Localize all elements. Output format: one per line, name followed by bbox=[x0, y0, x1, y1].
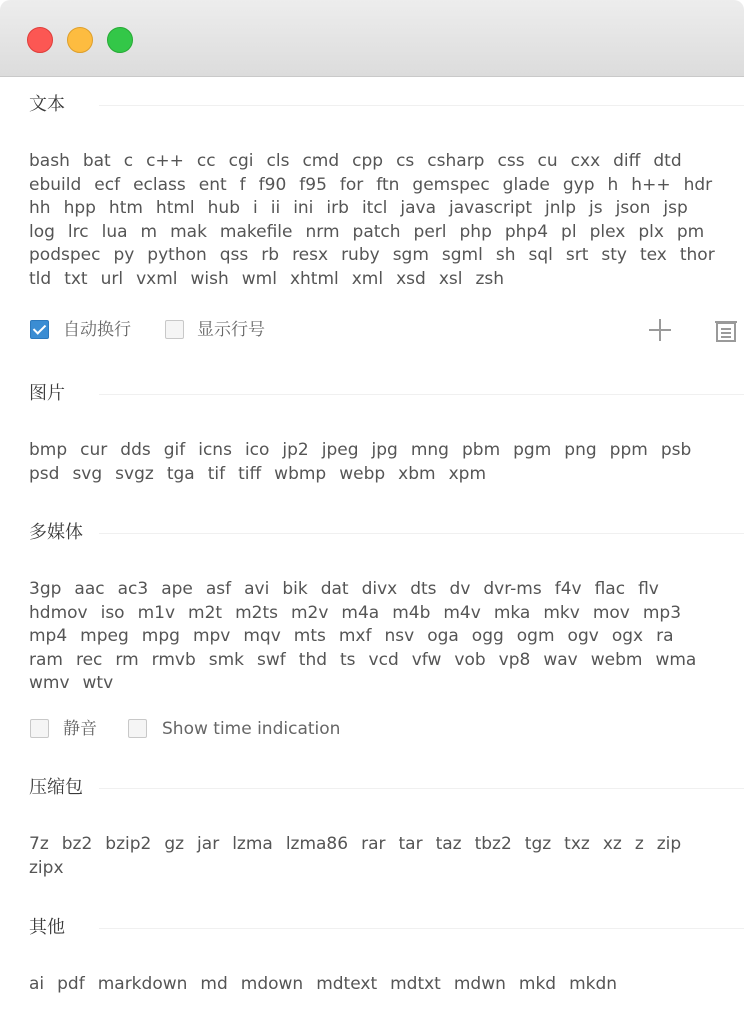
extension-item[interactable]: mp4 bbox=[29, 626, 68, 647]
extension-item[interactable]: rb bbox=[261, 245, 280, 266]
extension-item[interactable]: jar bbox=[197, 834, 220, 854]
extension-row bbox=[29, 672, 744, 696]
extension-item[interactable]: cs bbox=[396, 151, 415, 171]
extension-item[interactable]: png bbox=[564, 440, 597, 460]
extension-row bbox=[29, 625, 744, 649]
extension-list bbox=[29, 439, 744, 486]
extension-item[interactable]: cmd bbox=[302, 151, 340, 171]
extension-item[interactable]: vp8 bbox=[498, 649, 531, 670]
extension-row bbox=[29, 649, 744, 673]
section-header bbox=[29, 91, 744, 119]
extension-item[interactable]: makefile bbox=[219, 221, 293, 242]
extension-item[interactable]: markdown bbox=[97, 974, 188, 994]
extension-item[interactable]: hh bbox=[29, 198, 51, 219]
extension-item[interactable]: m bbox=[140, 221, 158, 242]
extension-item[interactable]: xml bbox=[351, 268, 384, 289]
extension-item[interactable]: mov bbox=[592, 602, 630, 623]
extension-item[interactable]: pm bbox=[676, 221, 705, 242]
extension-item[interactable]: irb bbox=[326, 198, 349, 219]
extension-row bbox=[29, 268, 744, 292]
extension-item[interactable]: divx bbox=[361, 579, 398, 599]
extension-item[interactable]: for bbox=[339, 174, 364, 195]
extension-item[interactable]: mdtxt bbox=[390, 974, 441, 994]
extension-item[interactable]: h bbox=[607, 174, 619, 195]
extension-item[interactable]: sgml bbox=[441, 245, 483, 266]
extension-item[interactable]: ftn bbox=[376, 174, 400, 195]
extension-item[interactable]: jp2 bbox=[282, 440, 309, 460]
extension-row bbox=[29, 973, 744, 997]
extension-item[interactable]: html bbox=[155, 198, 195, 219]
extension-item[interactable]: f90 bbox=[258, 174, 287, 195]
extension-row bbox=[29, 439, 744, 463]
extension-item[interactable]: ra bbox=[656, 626, 674, 647]
extension-item[interactable]: ai bbox=[29, 974, 45, 994]
extension-item[interactable]: bz2 bbox=[61, 834, 93, 854]
extension-item[interactable]: m2v bbox=[290, 602, 329, 623]
extension-item[interactable]: ape bbox=[161, 579, 193, 599]
extension-item[interactable]: hdmov bbox=[29, 602, 88, 623]
extension-row bbox=[29, 197, 744, 221]
extension-item[interactable]: h++ bbox=[631, 174, 671, 195]
extension-item[interactable]: mkv bbox=[543, 602, 580, 623]
extension-item[interactable]: xsd bbox=[396, 268, 426, 289]
extension-item[interactable]: tbz2 bbox=[474, 834, 512, 854]
extension-item[interactable]: nsv bbox=[384, 626, 415, 647]
extension-item[interactable]: xz bbox=[602, 834, 622, 854]
plus-icon[interactable] bbox=[649, 319, 671, 341]
extension-item[interactable]: webm bbox=[590, 649, 643, 670]
extension-item[interactable]: iso bbox=[100, 602, 125, 623]
extension-item[interactable]: txz bbox=[564, 834, 590, 854]
extension-item[interactable]: csharp bbox=[427, 151, 485, 171]
extension-item[interactable]: wav bbox=[543, 649, 578, 670]
extension-item[interactable]: ecf bbox=[94, 174, 121, 195]
extension-item[interactable]: diff bbox=[613, 151, 641, 171]
extension-list bbox=[29, 973, 744, 997]
extension-item[interactable]: jnlp bbox=[545, 198, 577, 219]
extension-item[interactable]: xsl bbox=[438, 268, 463, 289]
extension-item[interactable]: hdr bbox=[683, 174, 713, 195]
extension-item[interactable]: sql bbox=[528, 245, 553, 266]
extension-item[interactable]: m2ts bbox=[235, 602, 278, 623]
extension-item[interactable]: i bbox=[253, 198, 258, 219]
extension-item[interactable]: tgz bbox=[524, 834, 552, 854]
extension-item[interactable]: ogx bbox=[611, 626, 644, 647]
extension-item[interactable]: svg bbox=[72, 463, 103, 484]
extension-item[interactable]: cls bbox=[266, 151, 290, 171]
extension-item[interactable]: hpp bbox=[63, 198, 96, 219]
extension-item[interactable]: url bbox=[100, 268, 124, 289]
extension-item[interactable]: mqv bbox=[243, 626, 281, 647]
extension-item[interactable]: smk bbox=[208, 649, 245, 670]
extension-item[interactable]: webp bbox=[339, 463, 386, 484]
extension-item[interactable]: rmvb bbox=[151, 649, 196, 670]
extension-item[interactable]: dds bbox=[120, 440, 151, 460]
extension-row bbox=[29, 174, 744, 198]
section-title: 压缩包 bbox=[29, 774, 89, 802]
extension-item[interactable]: gz bbox=[164, 834, 185, 854]
extension-item[interactable]: sty bbox=[601, 245, 627, 266]
extension-item[interactable]: log bbox=[29, 221, 55, 242]
extension-item[interactable]: mpv bbox=[192, 626, 231, 647]
extension-item[interactable]: srt bbox=[565, 245, 589, 266]
section-header bbox=[29, 519, 744, 547]
extension-list bbox=[29, 578, 744, 696]
extension-item[interactable]: vob bbox=[454, 649, 486, 670]
extension-item[interactable]: bzip2 bbox=[105, 834, 152, 854]
extension-item[interactable]: z bbox=[634, 834, 644, 854]
extension-item[interactable]: wma bbox=[655, 649, 697, 670]
extension-item[interactable]: rar bbox=[361, 834, 386, 854]
extension-row bbox=[29, 578, 744, 602]
extension-item[interactable]: bat bbox=[82, 151, 111, 171]
extension-item[interactable]: lzma bbox=[232, 834, 273, 854]
extension-item[interactable]: m4v bbox=[443, 602, 481, 623]
extension-row bbox=[29, 602, 744, 626]
extension-item[interactable]: 3gp bbox=[29, 579, 62, 599]
extension-item[interactable]: jpg bbox=[371, 440, 398, 460]
extension-item[interactable]: ppm bbox=[609, 440, 648, 460]
divider bbox=[99, 394, 744, 395]
section-header bbox=[29, 380, 744, 408]
extension-item[interactable]: zipx bbox=[29, 857, 64, 878]
extension-item[interactable]: psd bbox=[29, 463, 60, 484]
delete-icon[interactable] bbox=[714, 318, 738, 342]
extension-item[interactable]: mak bbox=[170, 221, 207, 242]
extension-item[interactable]: rm bbox=[115, 649, 139, 670]
extension-item[interactable]: ico bbox=[244, 440, 270, 460]
extension-item[interactable]: thd bbox=[298, 649, 328, 670]
extension-item[interactable]: 7z bbox=[29, 834, 49, 854]
extension-item[interactable]: wtv bbox=[82, 673, 114, 694]
extension-item[interactable]: vfw bbox=[411, 649, 442, 670]
extension-item[interactable]: wml bbox=[241, 268, 277, 289]
extension-item[interactable]: podspec bbox=[29, 245, 101, 266]
extension-item[interactable]: hub bbox=[207, 198, 240, 219]
extension-item[interactable]: cc bbox=[196, 151, 216, 171]
extension-item[interactable]: eclass bbox=[133, 174, 186, 195]
extension-item[interactable]: flv bbox=[638, 579, 659, 599]
extension-item[interactable]: cur bbox=[80, 440, 108, 460]
extension-item[interactable]: mdwn bbox=[453, 974, 506, 994]
extension-item[interactable]: pbm bbox=[461, 440, 501, 460]
extension-item[interactable]: mxf bbox=[338, 626, 372, 647]
extension-item[interactable]: tif bbox=[207, 463, 226, 484]
extension-row bbox=[29, 150, 744, 174]
extension-item[interactable]: mdtext bbox=[316, 974, 378, 994]
extension-row bbox=[29, 463, 744, 487]
extension-item[interactable]: js bbox=[589, 198, 603, 219]
extension-item[interactable]: ini bbox=[293, 198, 314, 219]
extension-item[interactable]: zsh bbox=[475, 268, 505, 289]
extension-item[interactable]: mka bbox=[493, 602, 531, 623]
extension-item[interactable]: resx bbox=[292, 245, 329, 266]
extension-item[interactable]: psb bbox=[660, 440, 692, 460]
divider bbox=[99, 105, 744, 106]
minimize-button[interactable] bbox=[67, 27, 93, 53]
extension-item[interactable]: md bbox=[200, 974, 228, 994]
mute-checkbox[interactable] bbox=[30, 719, 49, 738]
extension-item[interactable]: m4a bbox=[341, 602, 380, 623]
extension-item[interactable]: swf bbox=[257, 649, 286, 670]
extension-item[interactable]: c bbox=[123, 151, 134, 171]
extension-item[interactable]: xpm bbox=[448, 463, 487, 484]
extension-list bbox=[29, 833, 744, 880]
extension-item[interactable]: cpp bbox=[352, 151, 384, 171]
extension-item[interactable]: m1v bbox=[137, 602, 176, 623]
extension-item[interactable]: mpg bbox=[141, 626, 180, 647]
extension-item[interactable]: avi bbox=[244, 579, 270, 599]
extension-item[interactable]: ruby bbox=[341, 245, 380, 266]
extension-item[interactable]: aac bbox=[74, 579, 105, 599]
extension-item[interactable]: json bbox=[615, 198, 651, 219]
extension-item[interactable]: bash bbox=[29, 151, 70, 171]
section-header bbox=[29, 914, 744, 942]
extension-item[interactable]: dvr-ms bbox=[483, 579, 542, 599]
section-title: 图片 bbox=[29, 380, 71, 408]
extension-item[interactable]: glade bbox=[502, 174, 550, 195]
divider bbox=[99, 533, 744, 534]
extension-item[interactable]: cu bbox=[537, 151, 558, 171]
extension-item[interactable]: f bbox=[239, 174, 246, 195]
extension-item[interactable]: thor bbox=[679, 245, 715, 266]
extension-item[interactable]: cxx bbox=[570, 151, 601, 171]
line-numbers-label: 显示行号 bbox=[197, 320, 265, 340]
extension-item[interactable]: c++ bbox=[146, 151, 184, 171]
extension-item[interactable]: mkd bbox=[518, 974, 557, 994]
extension-item[interactable]: m4b bbox=[392, 602, 431, 623]
extension-item[interactable]: ogg bbox=[471, 626, 504, 647]
extension-item[interactable]: ac3 bbox=[117, 579, 149, 599]
section-title: 其他 bbox=[29, 914, 71, 942]
mute-label: 静音 bbox=[63, 719, 97, 739]
extension-item[interactable]: rec bbox=[75, 649, 103, 670]
auto-wrap-label: 自动换行 bbox=[63, 320, 131, 340]
extension-item[interactable]: mp3 bbox=[642, 602, 682, 623]
extension-item[interactable]: itcl bbox=[361, 198, 388, 219]
line-numbers-checkbox[interactable] bbox=[165, 320, 184, 339]
show-time-label: Show time indication bbox=[162, 719, 341, 739]
section-title: 多媒体 bbox=[29, 519, 89, 547]
extension-item[interactable]: css bbox=[497, 151, 525, 171]
extension-item[interactable]: lrc bbox=[67, 221, 89, 242]
extension-item[interactable]: mts bbox=[293, 626, 326, 647]
extension-item[interactable]: python bbox=[147, 245, 207, 266]
extension-item[interactable]: java bbox=[400, 198, 437, 219]
extension-item[interactable]: tex bbox=[639, 245, 667, 266]
extension-row bbox=[29, 244, 744, 268]
extension-item[interactable]: htm bbox=[108, 198, 143, 219]
extension-item[interactable]: svgz bbox=[115, 463, 154, 484]
extension-item[interactable]: ogv bbox=[567, 626, 599, 647]
extension-item[interactable]: m2t bbox=[188, 602, 223, 623]
extension-item[interactable]: vxml bbox=[136, 268, 178, 289]
extension-item[interactable]: mkdn bbox=[569, 974, 618, 994]
extension-item[interactable]: nrm bbox=[305, 221, 340, 242]
extension-item[interactable]: patch bbox=[352, 221, 401, 242]
extension-item[interactable]: mdown bbox=[240, 974, 304, 994]
extension-row bbox=[29, 857, 744, 881]
extension-item[interactable]: bmp bbox=[29, 440, 68, 460]
extension-list bbox=[29, 150, 744, 292]
extension-item[interactable]: ram bbox=[29, 649, 63, 670]
section-header bbox=[29, 774, 744, 802]
extension-item[interactable]: sh bbox=[495, 245, 516, 266]
extension-item[interactable]: pgm bbox=[513, 440, 552, 460]
extension-item[interactable]: oga bbox=[427, 626, 459, 647]
extension-row bbox=[29, 833, 744, 857]
extension-item[interactable]: dts bbox=[410, 579, 437, 599]
extension-item[interactable]: wish bbox=[190, 268, 229, 289]
extension-item[interactable]: txt bbox=[64, 268, 88, 289]
extension-item[interactable]: lzma86 bbox=[285, 834, 349, 854]
extension-item[interactable]: xbm bbox=[398, 463, 436, 484]
extension-item[interactable]: icns bbox=[198, 440, 232, 460]
extension-item[interactable]: mng bbox=[410, 440, 449, 460]
extension-item[interactable]: f4v bbox=[554, 579, 582, 599]
extension-item[interactable]: xhtml bbox=[289, 268, 339, 289]
extension-row bbox=[29, 221, 744, 245]
extension-item[interactable]: plx bbox=[638, 221, 664, 242]
extension-item[interactable]: pl bbox=[561, 221, 577, 242]
divider bbox=[99, 928, 744, 929]
extension-item[interactable]: php bbox=[459, 221, 492, 242]
extension-item[interactable]: gif bbox=[163, 440, 186, 460]
extension-item[interactable]: gemspec bbox=[412, 174, 490, 195]
extension-item[interactable]: tga bbox=[166, 463, 195, 484]
extension-item[interactable]: mpeg bbox=[80, 626, 129, 647]
extension-item[interactable]: ii bbox=[270, 198, 281, 219]
extension-item[interactable]: vcd bbox=[368, 649, 399, 670]
extension-item[interactable]: dtd bbox=[653, 151, 682, 171]
extension-item[interactable]: tld bbox=[29, 268, 52, 289]
extension-item[interactable]: qss bbox=[219, 245, 249, 266]
close-button[interactable] bbox=[27, 27, 53, 53]
extension-item[interactable]: zip bbox=[656, 834, 682, 854]
extension-item[interactable]: javascript bbox=[449, 198, 533, 219]
title-bar[interactable] bbox=[0, 0, 744, 77]
extension-item[interactable]: dv bbox=[449, 579, 471, 599]
extension-item[interactable]: flac bbox=[594, 579, 626, 599]
extension-item[interactable]: dat bbox=[320, 579, 349, 599]
extension-item[interactable]: lua bbox=[101, 221, 128, 242]
extension-item[interactable]: pdf bbox=[57, 974, 85, 994]
extension-item[interactable]: py bbox=[113, 245, 135, 266]
extension-item[interactable]: sgm bbox=[392, 245, 429, 266]
extension-item[interactable]: jpeg bbox=[321, 440, 359, 460]
extension-item[interactable]: tar bbox=[398, 834, 423, 854]
extension-item[interactable]: ts bbox=[340, 649, 356, 670]
auto-wrap-checkbox[interactable] bbox=[30, 320, 49, 339]
extension-item[interactable]: wmv bbox=[29, 673, 70, 694]
extension-item[interactable]: gyp bbox=[562, 174, 595, 195]
extension-item[interactable]: jsp bbox=[663, 198, 688, 219]
extension-item[interactable]: cgi bbox=[228, 151, 254, 171]
show-time-checkbox[interactable] bbox=[128, 719, 147, 738]
extension-item[interactable]: ogm bbox=[516, 626, 555, 647]
extension-item[interactable]: taz bbox=[435, 834, 462, 854]
maximize-button[interactable] bbox=[107, 27, 133, 53]
extension-item[interactable]: perl bbox=[413, 221, 447, 242]
extension-item[interactable]: tiff bbox=[238, 463, 262, 484]
extension-item[interactable]: ebuild bbox=[29, 174, 82, 195]
extension-item[interactable]: asf bbox=[205, 579, 232, 599]
extension-item[interactable]: bik bbox=[282, 579, 308, 599]
extension-item[interactable]: plex bbox=[589, 221, 626, 242]
extension-item[interactable]: wbmp bbox=[274, 463, 327, 484]
divider bbox=[99, 788, 744, 789]
extension-item[interactable]: php4 bbox=[504, 221, 549, 242]
section-title: 文本 bbox=[29, 91, 71, 119]
extension-item[interactable]: ent bbox=[198, 174, 227, 195]
extension-item[interactable]: f95 bbox=[299, 174, 327, 195]
